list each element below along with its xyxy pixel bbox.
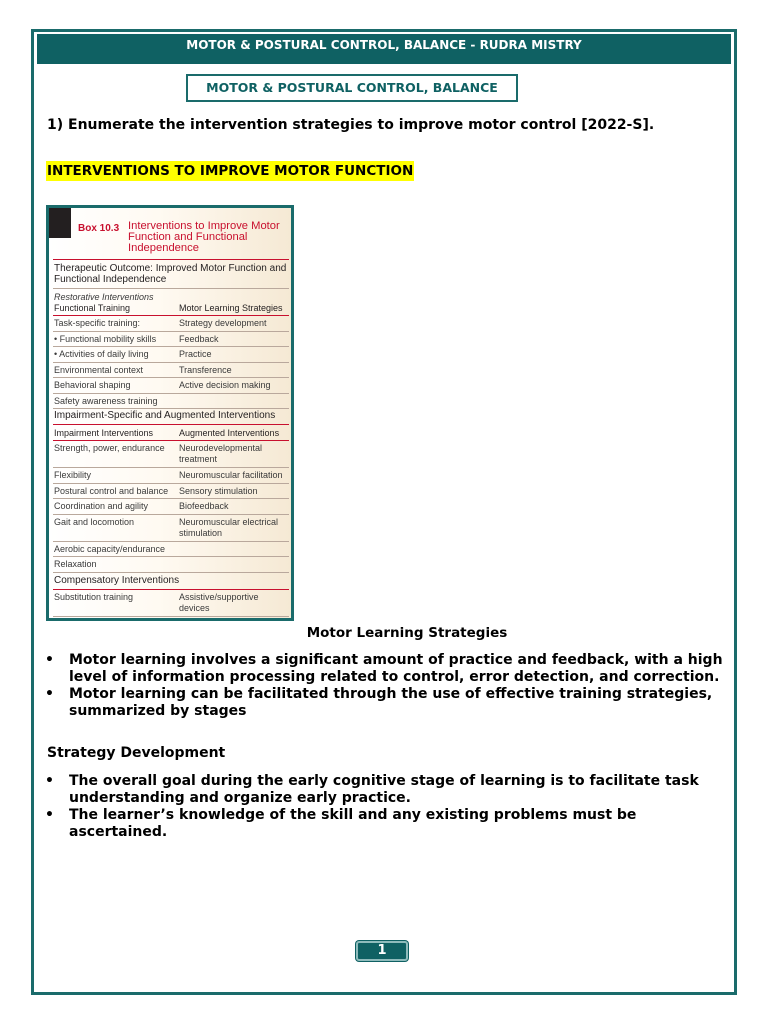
section-title: MOTOR & POSTURAL CONTROL, BALANCE <box>186 74 518 102</box>
box-corner-block <box>49 208 71 238</box>
bullet-icon: • <box>45 686 54 702</box>
table-cell-left: Flexibility <box>54 470 92 480</box>
box-divider <box>53 259 289 260</box>
highlighted-heading: INTERVENTIONS TO IMPROVE MOTOR FUNCTION <box>47 163 414 179</box>
table-row-divider <box>53 467 289 468</box>
table-cell-left: Gait and locomotion <box>54 516 135 527</box>
box-section-heading: Compensatory Interventions <box>54 575 180 586</box>
table-row-divider <box>53 514 289 515</box>
table-row-divider <box>53 377 289 378</box>
col-header: Augmented Interventions <box>179 428 280 438</box>
table-row-divider <box>53 556 289 557</box>
table-cell-right: Practice <box>179 349 212 359</box>
table-cell-right: Biofeedback <box>179 501 229 511</box>
box-number: Box 10.3 <box>78 223 120 234</box>
col-header: Motor Learning Strategies <box>179 303 283 313</box>
table-cell-right: Sensory stimulation <box>179 485 258 496</box>
table-cell-right: Neuromuscular electrical stimulation <box>179 516 279 538</box>
box-divider <box>53 288 289 289</box>
list-item <box>45 652 735 686</box>
box-title: Interventions to Improve Motor Function and Functional Independence <box>128 220 280 254</box>
table-row-divider <box>53 498 289 499</box>
list-item <box>45 773 735 807</box>
interventions-table-image <box>46 205 294 621</box>
bullet-icon: • <box>45 652 54 668</box>
strategy-heading: Strategy Development <box>47 745 226 761</box>
list-item <box>45 807 735 841</box>
table-cell-left: Substitution training <box>54 592 134 602</box>
list-item <box>45 686 735 720</box>
table-cell-left: Task-specific training: <box>54 318 141 328</box>
table-row-divider <box>53 393 289 394</box>
table-cell-left: Relaxation <box>54 559 97 569</box>
table-row-divider <box>53 408 289 409</box>
table-cell-right: Neurodevelopmental treatment <box>179 443 263 464</box>
box-divider <box>53 424 289 425</box>
bullet-icon: • <box>45 773 54 789</box>
col-header: Impairment Interventions <box>54 428 154 438</box>
table-cell-left: Postural control and balance <box>54 485 169 496</box>
table-cell-right: Active decision making <box>179 380 271 390</box>
table-row-divider <box>53 362 289 363</box>
col-header: Functional Training <box>54 303 131 313</box>
restorative-label: Restorative Interventions <box>54 292 154 302</box>
table-row-divider <box>53 346 289 347</box>
table-cell-left: Environmental context <box>54 364 144 375</box>
table-row-divider <box>53 541 289 542</box>
table-cell-left: Aerobic capacity/endurance <box>54 543 166 554</box>
table-row-divider <box>53 483 289 484</box>
bullet-text: Motor learning can be facilitated through the use of effective training strategies, summarized by stages <box>69 686 713 719</box>
bullet-text: The overall goal during the early cognitive stage of learning is to facilitate task understanding and organize early practice. <box>69 773 699 806</box>
table-cell-left: • Functional mobility skills <box>54 333 157 344</box>
table-cell-right: Neuromuscular facilitation <box>179 470 283 480</box>
table-cell-left: Strength, power, endurance <box>54 443 165 453</box>
box-divider <box>53 315 289 316</box>
table-cell-right: Feedback <box>179 333 219 344</box>
bullet-text: Motor learning involves a significant amount of practice and feedback, with a high level of information processing related to control, error detection, and correction. <box>69 652 723 685</box>
box-divider <box>53 589 289 590</box>
table-cell-left: • Activities of daily living <box>54 349 149 359</box>
strategy-list <box>45 773 735 841</box>
table-row-divider <box>53 616 289 617</box>
document-header: MOTOR & POSTURAL CONTROL, BALANCE - RUDRA MISTRY <box>37 34 731 64</box>
page-number: 1 <box>356 941 408 961</box>
table-row-divider <box>53 331 289 332</box>
question-text: 1) Enumerate the intervention strategies to improve motor control [2022-S]. <box>47 117 655 133</box>
motor-learning-heading: Motor Learning Strategies <box>306 625 508 641</box>
bullet-text: The learner’s knowledge of the skill and any existing problems must be ascertained. <box>69 807 637 840</box>
box-outcome: Therapeutic Outcome: Improved Motor Function and Functional Independence <box>54 263 287 285</box>
table-row-divider <box>53 572 289 573</box>
table-cell-left: Behavioral shaping <box>54 380 131 390</box>
table-cell-right: Assistive/supportive devices <box>179 592 259 613</box>
table-cell-right: Transference <box>179 364 232 375</box>
bullet-icon: • <box>45 807 54 823</box>
table-cell-left: Coordination and agility <box>54 501 149 511</box>
motor-learning-list <box>45 652 735 720</box>
table-cell-left: Safety awareness training <box>54 395 158 406</box>
table-cell-right: Strategy development <box>179 318 267 328</box>
box-section-heading: Impairment-Specific and Augmented Interventions <box>54 410 276 421</box>
box-divider <box>53 440 289 441</box>
